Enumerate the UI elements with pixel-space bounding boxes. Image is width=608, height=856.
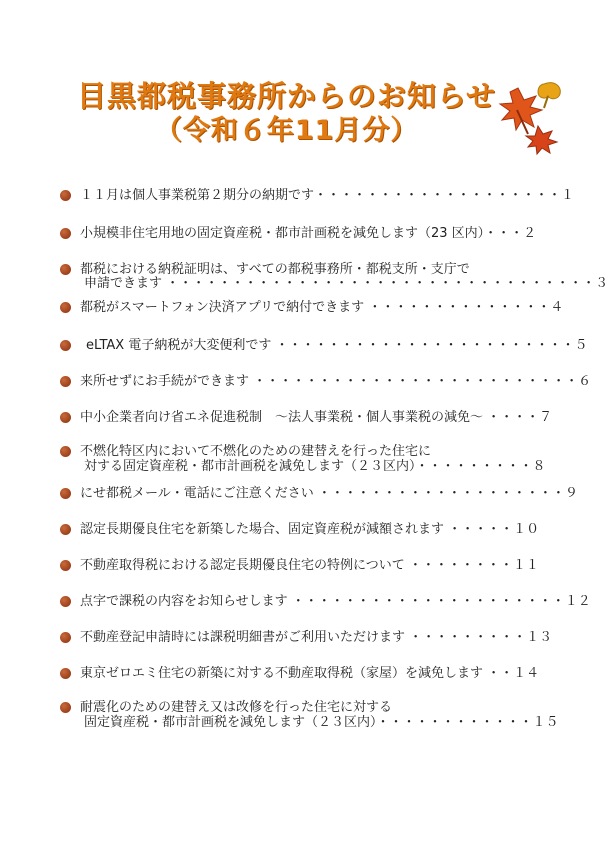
toc-item-text: １１月は個人事業税第２期分の納期です・・・・・・・・・・・・・・・・・・・１ (80, 188, 575, 203)
toc-item-text: 小規模非住宅用地の固定資産税・都市計画税を減免します（23 区内）・・・２ (80, 226, 537, 241)
toc-item-10[interactable] (0, 522, 601, 556)
toc-item-text: 耐震化のための建替え又は改修を行った住宅に対する (80, 700, 393, 715)
toc-item-8[interactable] (0, 444, 601, 478)
toc-item-2[interactable] (0, 226, 601, 260)
toc-item-text: 来所せずにお手続ができます ・・・・・・・・・・・・・・・・・・・・・・・・・６ (80, 374, 592, 389)
bullet-icon (60, 302, 71, 313)
bullet-icon (60, 340, 71, 351)
document-title: 目黒都税事務所からのお知らせ (76, 79, 497, 113)
toc-item-text-cont: 申請できます ・・・・・・・・・・・・・・・・・・・・・・・・・・・・・・・・・３ (84, 276, 608, 291)
bullet-icon (60, 412, 71, 423)
bullet-icon (60, 702, 71, 713)
toc-item-text: 認定長期優良住宅を新築した場合、固定資産税が減額されます ・・・・・１０ (80, 522, 540, 537)
bullet-icon (60, 596, 71, 607)
toc-item-4[interactable] (0, 300, 601, 334)
toc-item-15[interactable] (0, 700, 601, 734)
toc-item-6[interactable] (0, 374, 601, 408)
toc-item-9[interactable] (0, 486, 601, 520)
bullet-icon (60, 524, 71, 535)
toc-item-text: 中小企業者向け省エネ促進税制 ～法人事業税・個人事業税の減免～ ・・・・７ (80, 410, 553, 425)
bullet-icon (60, 228, 71, 239)
toc-item-1[interactable] (0, 188, 601, 222)
toc-item-text-cont: 対する固定資産税・都市計画税を減免します（２３区内）・・・・・・・・・８ (84, 459, 546, 474)
toc-item-12[interactable] (0, 594, 601, 628)
toc-item-text: 都税がスマートフォン決済アプリで納付できます ・・・・・・・・・・・・・・４ (80, 300, 564, 315)
toc-item-text: にせ都税メール・電話にご注意ください ・・・・・・・・・・・・・・・・・・・９ (80, 486, 578, 501)
toc-item-3[interactable] (0, 262, 608, 296)
toc-item-text: 不動産登記申請時には課税明細書がご利用いただけます ・・・・・・・・・１３ (80, 630, 553, 645)
toc-item-11[interactable] (0, 558, 601, 592)
bullet-icon (60, 446, 71, 457)
toc-item-7[interactable] (0, 410, 601, 444)
toc-item-text-cont: 固定資産税・都市計画税を減免します（２３区内）・・・・・・・・・・・・１５ (84, 715, 559, 730)
toc-item-5[interactable] (0, 338, 601, 372)
toc-item-text: 不燃化特区内において不燃化のための建替えを行った住宅に (80, 444, 432, 459)
toc-item-14[interactable] (0, 666, 601, 700)
toc-item-13[interactable] (0, 630, 601, 664)
bullet-icon (60, 190, 71, 201)
bullet-icon (60, 668, 71, 679)
bullet-icon (60, 488, 71, 499)
document-subtitle: （令和６年11月分） (154, 115, 419, 146)
toc-item-text: 東京ゼロエミ住宅の新築に対する不動産取得税（家屋）を減免します ・・１４ (80, 666, 540, 681)
bullet-icon (60, 560, 71, 571)
toc-item-text: 不動産取得税における認定長期優良住宅の特例について ・・・・・・・・１１ (80, 558, 539, 573)
bullet-icon (60, 632, 71, 643)
toc-item-text: 点字で課税の内容をお知らせします ・・・・・・・・・・・・・・・・・・・・・１２ (80, 594, 591, 609)
toc-item-text: 都税における納税証明は、すべての都税事務所・都税支所・支庁で (80, 262, 470, 277)
toc-item-text: eLTAX 電子納税が大変便利です ・・・・・・・・・・・・・・・・・・・・・・・５ (86, 338, 588, 353)
bullet-icon (60, 376, 71, 387)
bullet-icon (60, 264, 71, 275)
